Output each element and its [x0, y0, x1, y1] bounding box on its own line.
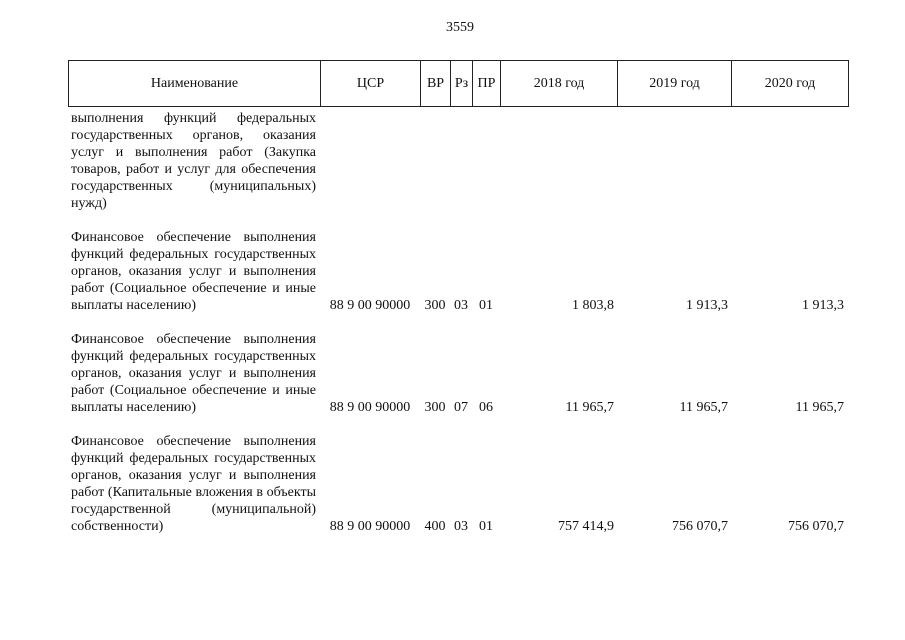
row-vr: 300: [424, 400, 446, 415]
row-name: Финансовое обеспечение выполнения функций федеральных государственных органов, оказания услуг и выполнения работ (Социальное обеспечение и иные выплаты населению): [71, 332, 316, 415]
table-body: [68, 110, 848, 535]
row-rz: 03: [454, 298, 468, 313]
table-row: [68, 110, 848, 212]
row-2019: 756 070,7: [672, 519, 728, 534]
column-header-rz: Рз: [451, 61, 473, 107]
column-header-csr: ЦСР: [321, 61, 421, 107]
row-2020: 1 913,3: [802, 298, 844, 313]
row-name: выполнения функций федеральных государственных органов, оказания услуг и выполнения работ (Закупка товаров, работ и услуг для обеспечения государственных (муниципальных) нужд): [71, 111, 316, 211]
table-header: [68, 60, 849, 107]
column-header-2020: 2020 год: [732, 61, 849, 107]
row-vr: 300: [424, 298, 446, 313]
row-2018: 11 965,7: [565, 400, 614, 415]
row-pr: 01: [479, 298, 493, 313]
row-csr: 88 9 00 90000: [329, 519, 411, 534]
row-pr: 01: [479, 519, 493, 534]
row-rz: 07: [454, 400, 468, 415]
column-header-pr: ПР: [473, 61, 501, 107]
row-2018: 1 803,8: [572, 298, 614, 313]
row-csr: 88 9 00 90000: [329, 298, 411, 313]
table-row: [68, 433, 848, 535]
column-header-2018: 2018 год: [501, 61, 618, 107]
page-number: 3559: [446, 20, 474, 35]
row-vr: 400: [424, 519, 446, 534]
row-2019: 1 913,3: [686, 298, 728, 313]
column-header-vr: ВР: [421, 61, 451, 107]
row-2019: 11 965,7: [679, 400, 728, 415]
row-name: Финансовое обеспечение выполнения функций федеральных государственных органов, оказания услуг и выполнения работ (Капитальные вложения в объекты государственной (муниципальной) собственности): [71, 434, 316, 534]
row-csr: 88 9 00 90000: [329, 400, 411, 415]
column-header-2019: 2019 год: [618, 61, 732, 107]
row-name: Финансовое обеспечение выполнения функций федеральных государственных органов, оказания услуг и выполнения работ (Социальное обеспечение и иные выплаты населению): [71, 230, 316, 313]
row-pr: 06: [479, 400, 493, 415]
table-row: [68, 229, 848, 314]
row-2018: 757 414,9: [558, 519, 614, 534]
column-header-name: Наименование: [69, 61, 321, 107]
table-row: [68, 331, 848, 416]
row-rz: 03: [454, 519, 468, 534]
row-2020: 11 965,7: [795, 400, 844, 415]
row-2020: 756 070,7: [788, 519, 844, 534]
